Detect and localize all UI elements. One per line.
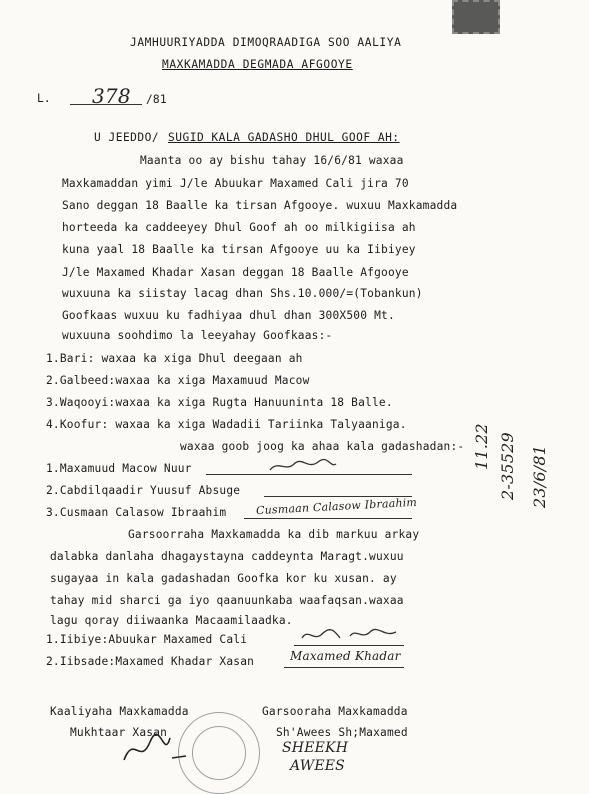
revenue-stamp (452, 0, 500, 34)
witness-name: 1.Maxamuud Macow Nuur (46, 462, 192, 475)
margin-note: 23/6/81 (530, 444, 549, 508)
assistant-name: Mukhtaar Xasan (70, 726, 168, 739)
boundary-item: 1.Bari: waxaa ka xiga Dhul deegaan ah (46, 352, 303, 365)
body-line: wuxuuna ka siistay lacag dhan Shs.10.000/=(Tobankun) (62, 287, 423, 300)
header-republic: JAMHUURIYADDA DIMOQRAADIGA SOO AALIYA (130, 36, 402, 49)
party-seller: 1.Iibiye:Abuukar Maxamed Cali (46, 633, 248, 646)
closing-line: Garsoorraha Maxkamadda ka dib markuu arkay (128, 528, 420, 541)
subject-text: SUGID KALA GADASHO DHUL GOOF AH: (168, 131, 400, 144)
body-line: Goofkaas wuxuu ku fadhiyaa dhul dhan 300X500 Mt. (62, 309, 395, 322)
body-line: wuxuuna soohdimo la leeyahay Goofkaas:- (62, 329, 333, 342)
witness-signature (268, 458, 338, 478)
closing-line: dalabka danlaha dhagaystayna caddeynta Maragt.wuxuu (50, 550, 404, 563)
boundary-item: 2.Galbeed:waxaa ka xiga Maxamuud Macow (46, 374, 310, 387)
subject-label: U JEEDDO/ (94, 131, 160, 144)
body-line: Maxkamaddan yimi J/le Abuukar Maxamed Cali jira 70 (62, 177, 409, 190)
signature-line (284, 667, 404, 668)
closing-line: lagu qoray diiwaanka Macaamilaadka. (50, 614, 293, 627)
body-line: Sano deggan 18 Baalle ka tirsan Afgooye. wuxuu Maxkamadda (62, 199, 458, 212)
reference-year: /81 (146, 93, 167, 106)
margin-note: 2-35529 (498, 432, 517, 500)
body-line: Maanta oo ay bishu tahay 16/6/81 waxaa (140, 154, 404, 167)
boundary-item: 4.Koofur: waxaa ka xiga Wadadii Tariinka Talyaaniga. (46, 418, 407, 431)
court-seal-inner (192, 726, 246, 780)
judge-name: Sh'Awees Sh;Maxamed (276, 726, 408, 739)
body-line: J/le Maxamed Khadar Xasan deggan 18 Baalle Afgooye (62, 266, 409, 279)
judge-title: Garsooraha Maxkamadda (262, 705, 408, 718)
buyer-signature: Maxamed Khadar (290, 649, 401, 663)
judge-signature-line1: SHEEKH (282, 740, 349, 756)
signature-line (294, 645, 404, 646)
body-line: horteeda ka caddeeyey Dhul Goof ah oo milkigiisa ah (62, 221, 416, 234)
witness-name: 2.Cabdilqaadir Yuusuf Absuge (46, 484, 241, 497)
judge-signature-line2: AWEES (290, 758, 345, 774)
witness-intro: waxaa goob joog ka ahaa kala gadashadan:- (180, 440, 465, 453)
margin-note: 11.22 (472, 423, 491, 470)
reference-line (70, 104, 142, 105)
reference-number: 378 (92, 84, 131, 108)
assistant-title: Kaaliyaha Maxkamadda (50, 705, 189, 718)
witness-signature: Cusmaan Calasow Ibraahim (255, 495, 418, 518)
header-court: MAXKAMADDA DEGMADA AFGOOYE (162, 58, 353, 71)
witness-name: 3.Cusmaan Calasow Ibraahim (46, 506, 227, 519)
boundary-item: 3.Waqooyi:waxaa ka xiga Rugta Hanuuninta 18 Balle. (46, 396, 393, 409)
signature-line (244, 518, 412, 519)
closing-line: tahay mid sharci ga iyo qaanuunkaba waafaqsan.waxaa (50, 594, 404, 607)
reference-prefix: L. (37, 92, 51, 105)
party-buyer: 2.Iibsade:Maxamed Khadar Xasan (46, 655, 255, 668)
body-line: kuna yaal 18 Baalle ka tirsan Afgooye uu ka Iibiyey (62, 243, 416, 256)
closing-line: sugayaa in kala gadashadan Goofka kor ku xusan. ay (50, 572, 397, 585)
